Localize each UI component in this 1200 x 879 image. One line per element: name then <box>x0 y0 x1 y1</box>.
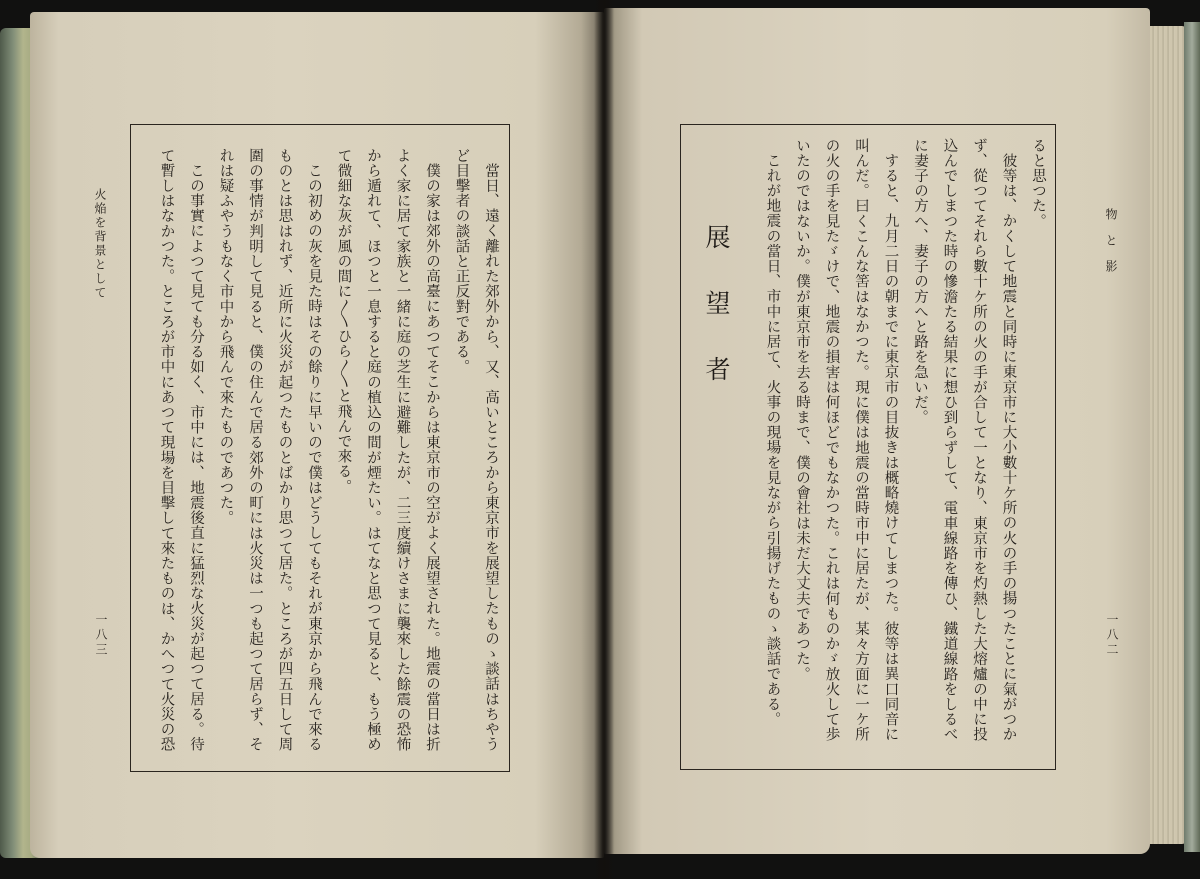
text-column: 僕の家は郊外の高臺にあつてそこからは東京市の空がよく展望された。地震の當日は折 <box>424 163 440 752</box>
text-column: から遁れて、ほつと一息すると庭の植込の間が煙たい。はてなと思つて見ると、もう極め <box>365 148 381 752</box>
text-column: すると、九月二日の朝までに東京市の目抜きは概略燒けてしまつた。彼等は異口同音に <box>882 153 899 742</box>
text-column: この初めの灰を見た時はその餘りに早いので僕はどうしてもそれが東京から飛んで來る <box>306 163 322 752</box>
text-column: て暫しはなかつた。ところが市中にあつて現場を目擊して來たものは、かへつて火災の恐 <box>158 148 175 752</box>
text-column: 込んでしまつた時の慘澹たる結果に想ひ到らずして、電車線路を傳ひ、鐵道線路をしるべ <box>941 138 958 742</box>
running-head-left: 火焔を背景として <box>93 188 107 300</box>
page-number-left: 一八三 <box>94 613 108 658</box>
text-column: ず、從つてそれら數十ケ所の火の手が合して一となり、東京市を灼熱した大熔爐の中に投 <box>971 138 987 742</box>
text-column: ものとは思はれず、近所に火災が起つたものとばかり思つて居た。ところが四五日して周 <box>276 148 293 752</box>
book-cover-edge-right <box>1184 22 1200 852</box>
spine-gutter <box>594 0 614 879</box>
text-column: 彼等は、かくして地震と同時に東京市に大小數十ケ所の火の手の揚つたことに氣がつか <box>1000 153 1017 742</box>
text-column: これが地震の當日、市中に居て、火事の現場を見ながら引揚げたものゝ談話である。 <box>764 153 781 727</box>
text-column: れは疑ふやうもなく市中から飛んで來たものであつた。 <box>217 148 234 526</box>
text-column: 圍の事情が判明して見ると、僕の住んで居る郊外の町には火災は一つも起つて居らず、そ <box>247 148 263 752</box>
text-block-right <box>757 138 1052 744</box>
text-column: の火の手を見たゞけで、地震の損害は何ほどでもなかつた。これは何ものかゞ放火して歩 <box>823 138 840 742</box>
text-column: ど目擊者の談話と正反對である。 <box>453 148 470 375</box>
text-column: 叫んだ。曰くこんな筈はなかつた。現に僕は地震の當時市中に居たが、某々方面に一ケ所 <box>853 138 869 742</box>
running-head-right: 物と影 <box>1104 208 1118 286</box>
text-column: 當日、遠く離れた郊外から、又、高いところから東京市を展望したものゝ談話はちやう <box>483 163 499 752</box>
section-title: 展望者 <box>702 224 731 422</box>
text-block-left <box>151 148 505 754</box>
text-column: この事實によつて見ても分る如く、市中には、地震後直に猛烈な火災が起つて居る。待 <box>188 163 204 752</box>
text-column: に妻子の方へ、妻子の方へと路を急いだ。 <box>912 138 928 425</box>
text-column: て微細な灰が風の間に〳〵ひら〳〵と飛んで來る。 <box>335 148 352 495</box>
text-column: よく家に居て家族と一緒に庭の芝生に避難したが、二三度續けさまに襲來した餘震の恐怖 <box>394 148 411 752</box>
text-column: いたのではないか。僕が東京市を去る時まで、僕の會社は未だ大丈夫であつた。 <box>794 138 810 682</box>
page-edge-stack <box>1150 26 1186 844</box>
text-column: ると思つた。 <box>1030 138 1046 229</box>
page-number-right: 一八二 <box>1105 613 1119 658</box>
